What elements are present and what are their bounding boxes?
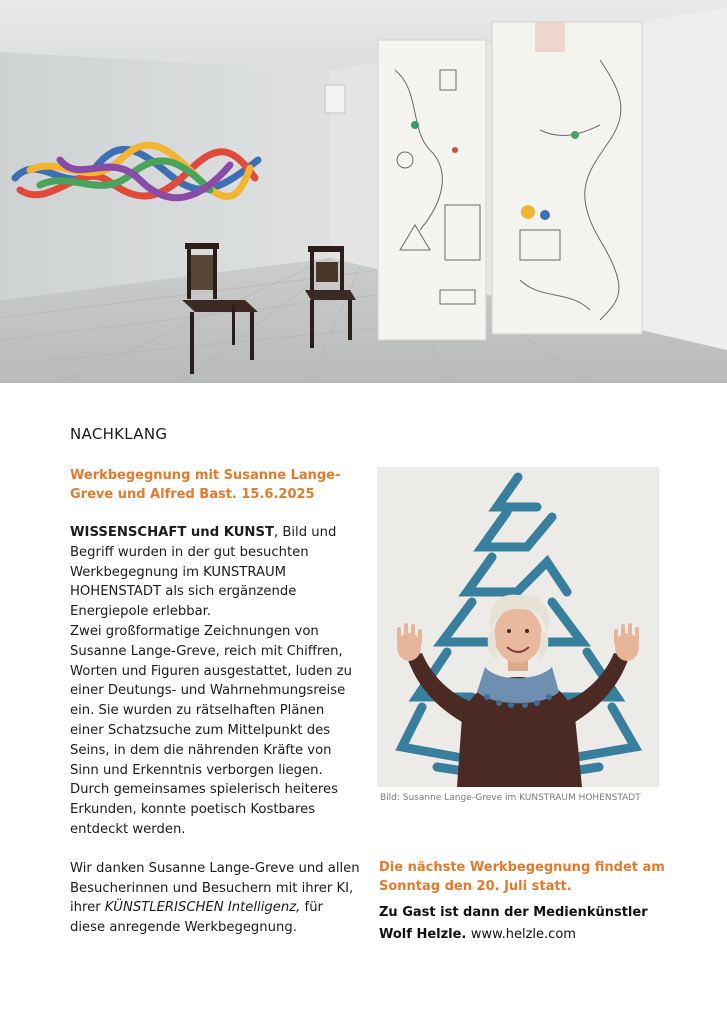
next-event-line-1: Die nächste Werkbegegnung findet am (379, 860, 665, 875)
guest-line-2 (379, 924, 679, 946)
guest-name: Wolf Helzle. (379, 927, 467, 942)
guest-website-link[interactable]: www.helzle.com (470, 927, 576, 942)
article-strong: WISSENSCHAFT und KUNST (70, 525, 274, 540)
photo-caption: Bild: Susanne Lange-Greve im KUNSTRAUM HOHENSTADT (380, 793, 641, 803)
article-body (70, 523, 360, 840)
next-event-line-2: Sonntag den 20. Juli statt. (379, 879, 572, 894)
guest-line-1: Zu Gast ist dann der Medienkünstler (379, 905, 648, 920)
article-intro: , Bild und Begriff wurden in der gut besuchten Werkbegegnung im KUNSTRAUM HOHENSTADT als sich ergänzende Energiepole erlebbar. (70, 525, 337, 620)
thanks-text-a: Wir danken Susanne Lange-Greve und allen Besucherinnen und Besuchern mit ihrer KI, ihrer (70, 860, 360, 916)
next-event-heading (379, 858, 679, 896)
hero-photo (0, 0, 727, 383)
event-heading (70, 466, 360, 504)
article-column (70, 466, 360, 938)
event-heading-line-2: Greve und Alfred Bast. 15.6.2025 (70, 487, 315, 502)
section-title: NACHKLANG (70, 425, 168, 443)
guest-info (379, 902, 679, 946)
thanks-paragraph (70, 859, 360, 938)
next-event (379, 858, 679, 946)
thanks-emphasis: KÜNSTLERISCHEN Intelligenz, (104, 900, 301, 916)
article-paragraph: Zwei großformatige Zeichnungen von Susanne Lange-Greve, reich mit Chiffren, Worten und Figuren ausgestattet, luden zu einer Deutungs- und Wahrnehmungsreise ein. Sie wurden zu rätselhaften Plänen einer Schatzsuche zum Mittelpunkt des Seins, in dem die nährenden Kräfte von Sinn und Erkenntnis verborgen liegen. Durch gemeinsames spielerisch heiteres Erkunden, konnte poetisch Kostbares entdeckt werden. (70, 623, 352, 837)
event-heading-line-1: Werkbegegnung mit Susanne Lange- (70, 468, 341, 483)
portrait-photo (377, 467, 659, 787)
thanks-text-b: für diese anregende Werkbegegnung. (70, 900, 323, 936)
